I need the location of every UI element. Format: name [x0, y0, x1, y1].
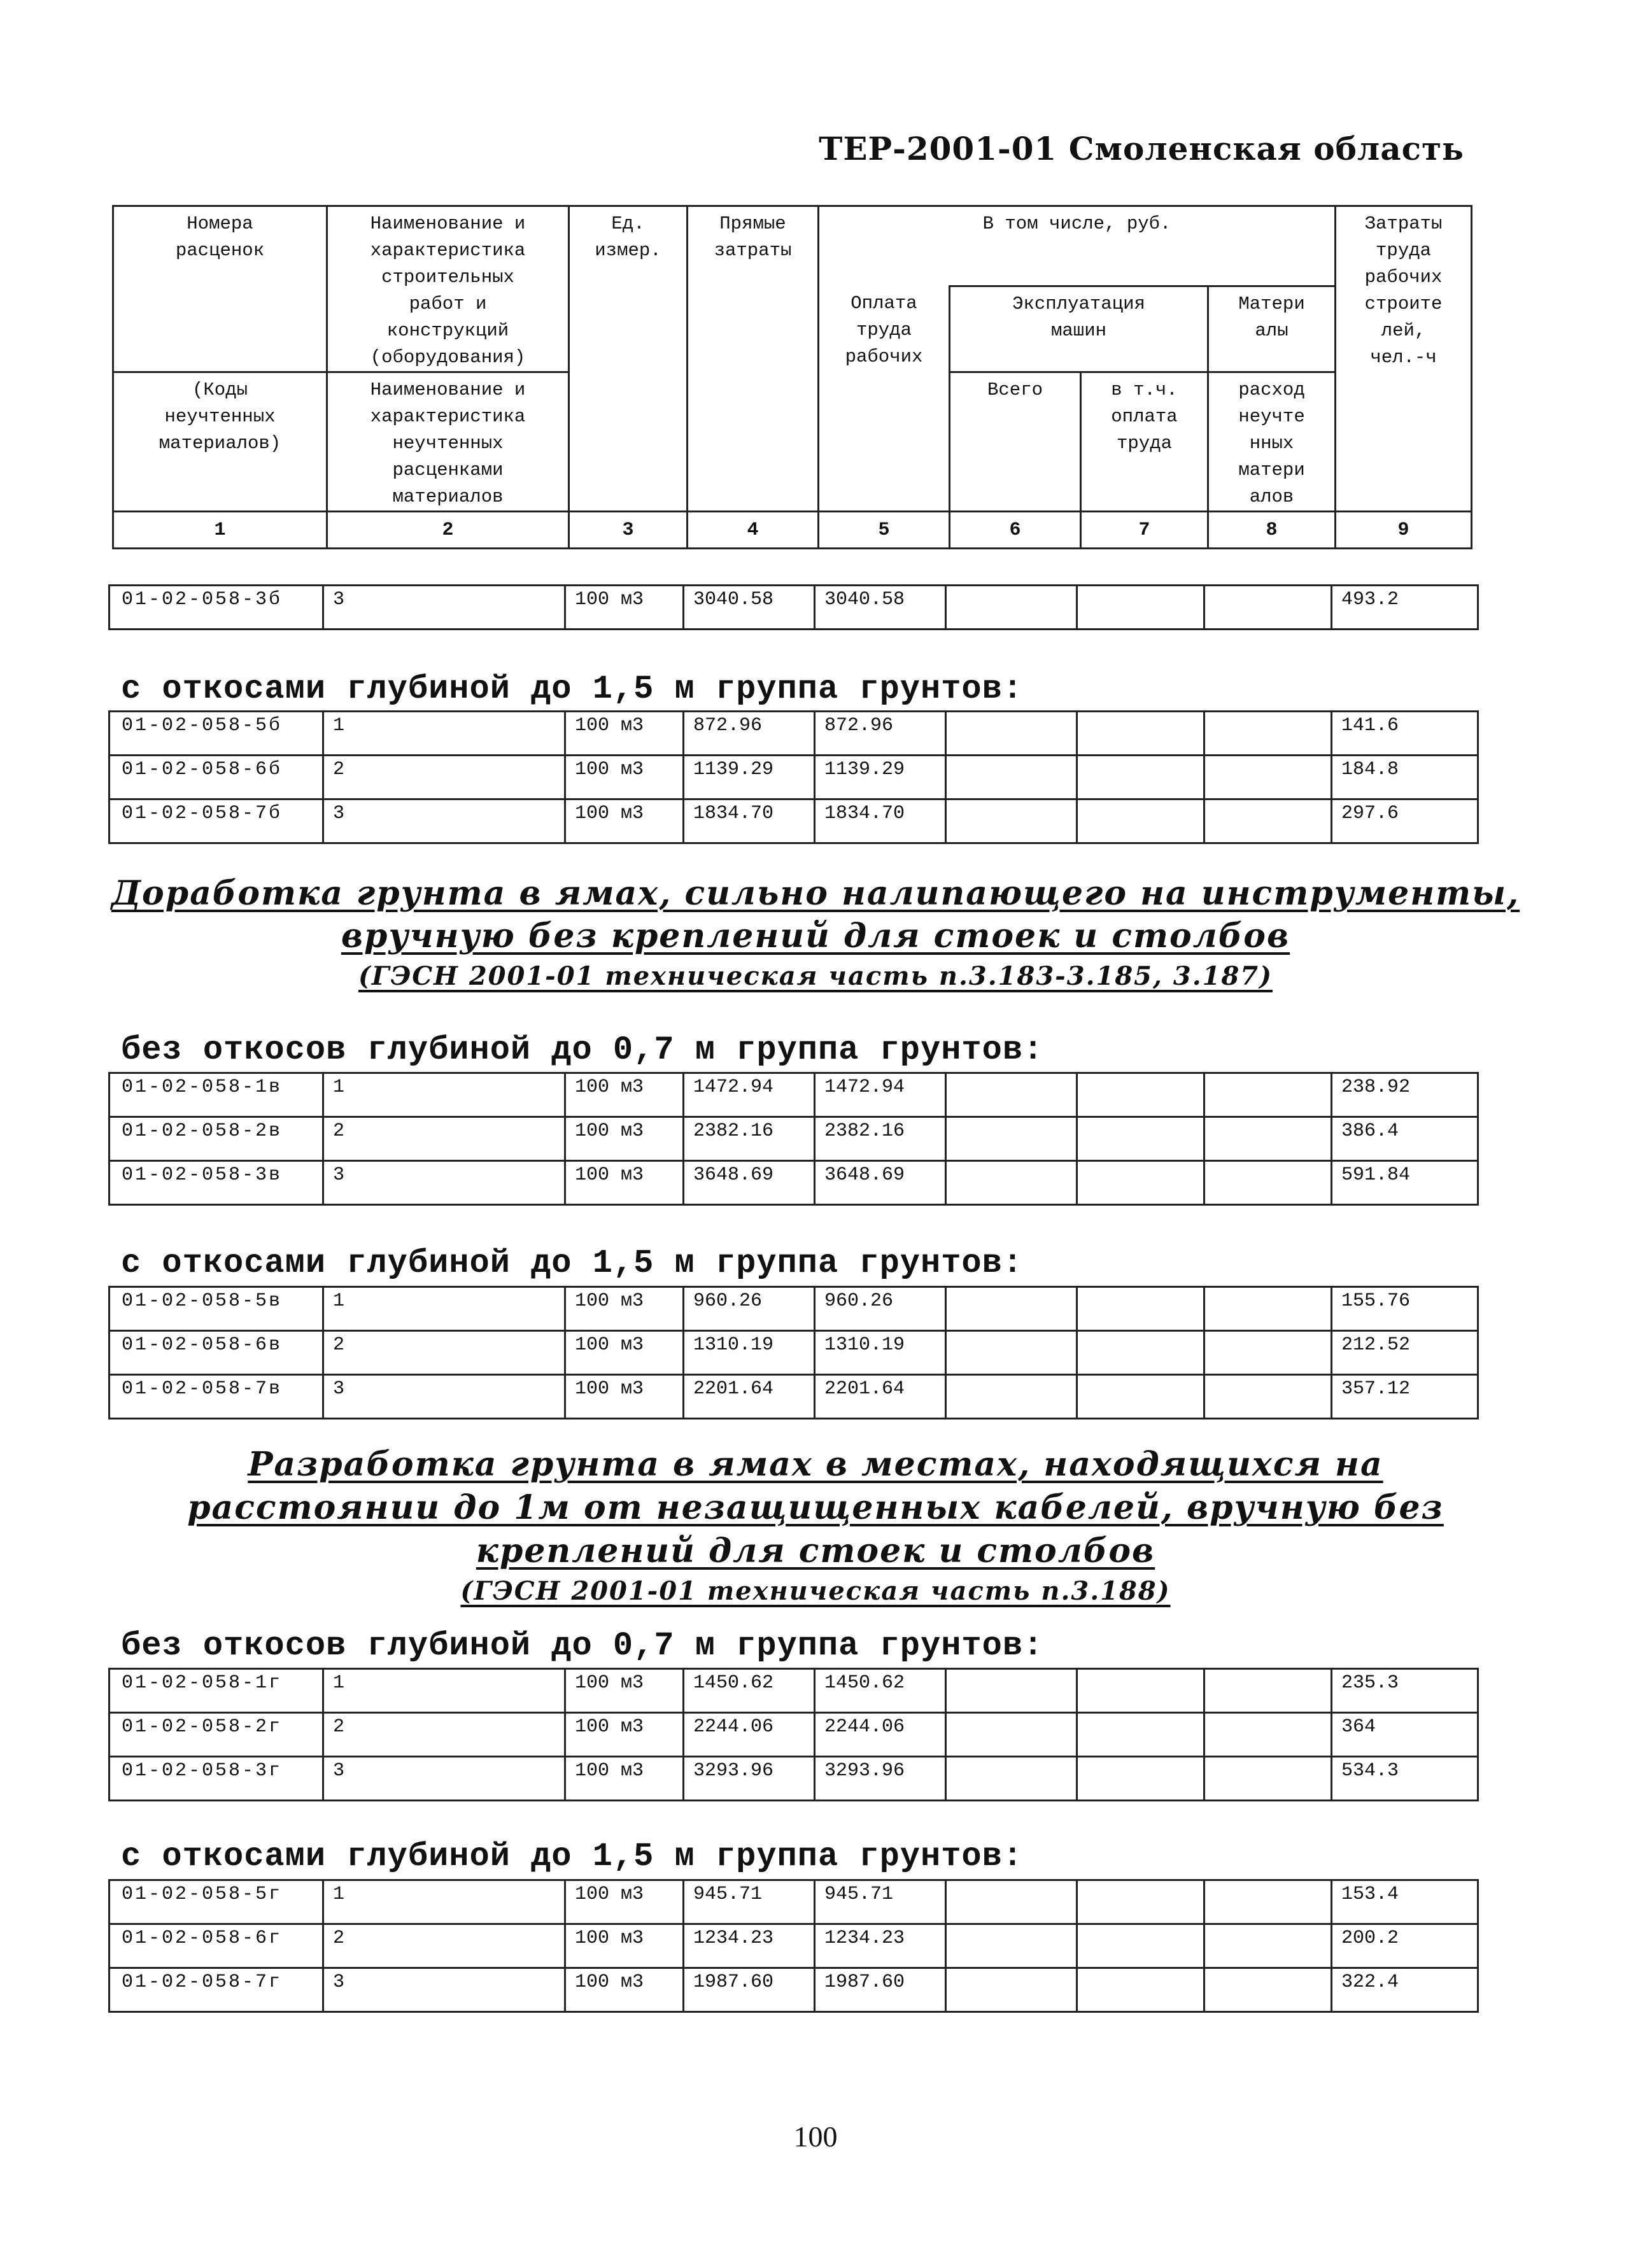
table-cell: 100 м3 — [565, 756, 684, 799]
table-cell: 872.96 — [815, 712, 946, 756]
table-cell — [1077, 586, 1204, 630]
table-cell: 357.12 — [1332, 1375, 1478, 1419]
table-cell: 2244.06 — [815, 1713, 946, 1757]
table-cell: 3 — [323, 799, 565, 843]
table-cell: 2 — [323, 1117, 565, 1161]
section-title-b-line-3: креплений для стоек и столбов — [476, 1532, 1155, 1570]
table-cell: 1834.70 — [684, 799, 815, 843]
table-cell: 960.26 — [684, 1287, 815, 1331]
table-cell — [946, 1713, 1077, 1757]
header-cell-material-names: Наименование и характеристика неучтенных расценками материалов — [327, 372, 569, 512]
column-number: 3 — [569, 512, 688, 549]
table-cell: 100 м3 — [565, 1331, 684, 1375]
rates-table-5 — [108, 1668, 1479, 1801]
table-cell — [1204, 1161, 1332, 1205]
table-cell — [946, 1669, 1077, 1713]
column-number: 2 — [327, 512, 569, 549]
table-row — [109, 1117, 1478, 1161]
table-cell: 2201.64 — [684, 1375, 815, 1419]
header-cell-material-consumption: расход неучте нных матери алов — [1208, 372, 1336, 512]
subheading-with-slopes: с откосами глубиной до 1,5 м группа грунтов: — [121, 1838, 1024, 1875]
table-cell: 01-02-058-5б — [109, 712, 323, 756]
table-cell — [946, 756, 1077, 799]
table-cell — [1204, 1331, 1332, 1375]
table-cell: 1310.19 — [815, 1331, 946, 1375]
table-cell: 1450.62 — [684, 1669, 815, 1713]
table-cell: 1 — [323, 1880, 565, 1924]
table-cell — [1204, 1968, 1332, 2012]
table-cell — [1077, 1757, 1204, 1801]
table-row — [109, 1968, 1478, 2012]
table-cell: 01-02-058-7б — [109, 799, 323, 843]
table-cell: 100 м3 — [565, 1117, 684, 1161]
table-cell — [1077, 1331, 1204, 1375]
column-number: 9 — [1336, 512, 1472, 549]
column-number-row — [113, 512, 1472, 549]
table-cell: 153.4 — [1332, 1880, 1478, 1924]
table-cell — [1077, 756, 1204, 799]
table-cell: 01-02-058-7в — [109, 1375, 323, 1419]
table-cell — [1204, 1757, 1332, 1801]
table-cell — [1204, 1287, 1332, 1331]
table-cell: 100 м3 — [565, 1757, 684, 1801]
table-cell: 591.84 — [1332, 1161, 1478, 1205]
table-cell: 3 — [323, 1968, 565, 2012]
table-cell: 1 — [323, 1073, 565, 1117]
rates-table-3 — [108, 1072, 1479, 1206]
table-cell — [946, 1161, 1077, 1205]
table-row — [109, 1375, 1478, 1419]
column-number: 5 — [819, 512, 950, 549]
table-cell: 945.71 — [684, 1880, 815, 1924]
table-cell — [1204, 1669, 1332, 1713]
table-cell: 2 — [323, 756, 565, 799]
table-cell: 100 м3 — [565, 586, 684, 630]
header-cell-worker-pay: Оплата труда рабочих — [819, 286, 950, 512]
table-cell: 1987.60 — [815, 1968, 946, 2012]
header-cell-including: В том числе, руб. — [819, 206, 1336, 286]
column-number: 7 — [1081, 512, 1208, 549]
table-cell: 100 м3 — [565, 799, 684, 843]
table-cell: 100 м3 — [565, 1968, 684, 2012]
table-cell: 960.26 — [815, 1287, 946, 1331]
table-cell — [946, 1880, 1077, 1924]
table-cell — [1204, 1880, 1332, 1924]
table-cell — [1204, 756, 1332, 799]
header-cell-materials: Матери алы — [1208, 286, 1336, 372]
section-title-a-line-2: вручную без креплений для стоек и столбов — [341, 917, 1290, 955]
table-cell: 364 — [1332, 1713, 1478, 1757]
header-cell-machine-total: Всего — [950, 372, 1081, 512]
table-row — [109, 586, 1478, 630]
table-cell — [946, 799, 1077, 843]
column-number: 8 — [1208, 512, 1336, 549]
table-cell: 100 м3 — [565, 1924, 684, 1968]
table-cell — [1077, 799, 1204, 843]
table-cell: 1987.60 — [684, 1968, 815, 2012]
section-title-a-line-1: Доработка грунта в ямах, сильно налипающего на инструменты, — [111, 874, 1520, 913]
table-cell: 297.6 — [1332, 799, 1478, 843]
table-cell: 3040.58 — [684, 586, 815, 630]
table-cell — [946, 1287, 1077, 1331]
table-cell: 386.4 — [1332, 1117, 1478, 1161]
table-row — [109, 1924, 1478, 1968]
header-cell-work-name: Наименование и характеристика строительных работ и конструкций (оборудования) — [327, 206, 569, 372]
table-cell: 2 — [323, 1331, 565, 1375]
table-cell — [946, 712, 1077, 756]
column-number: 1 — [113, 512, 327, 549]
table-cell: 872.96 — [684, 712, 815, 756]
page-title: ТЕР-2001-01 Смоленская область — [819, 130, 1464, 167]
table-cell: 2 — [323, 1924, 565, 1968]
table-cell: 100 м3 — [565, 1375, 684, 1419]
subheading-without-slopes: без откосов глубиной до 0,7 м группа грунтов: — [121, 1031, 1044, 1069]
header-cell-material-codes: (Коды неучтенных материалов) — [113, 372, 327, 512]
table-cell: 1 — [323, 712, 565, 756]
table-cell — [946, 1924, 1077, 1968]
subheading-with-slopes: с откосами глубиной до 1,5 м группа грунтов: — [121, 670, 1024, 708]
table-row — [109, 756, 1478, 799]
table-cell — [1077, 1161, 1204, 1205]
table-cell: 235.3 — [1332, 1669, 1478, 1713]
table-cell: 1139.29 — [684, 756, 815, 799]
table-cell — [946, 1073, 1077, 1117]
table-cell: 945.71 — [815, 1880, 946, 1924]
section-reference-a: (ГЭСН 2001-01 техническая часть п.3.183-3.185, 3.187) — [358, 961, 1273, 991]
rates-table-4 — [108, 1286, 1479, 1419]
table-row — [109, 1880, 1478, 1924]
table-cell — [1077, 712, 1204, 756]
section-title-b-line-1: Разработка грунта в ямах в местах, находящихся на — [248, 1445, 1383, 1484]
table-cell: 1 — [323, 1669, 565, 1713]
table-cell — [1204, 1713, 1332, 1757]
header-cell-unit: Ед. измер. — [569, 206, 688, 512]
page-number: 100 — [793, 2120, 838, 2153]
table-cell: 534.3 — [1332, 1757, 1478, 1801]
header-cell-direct-costs: Прямые затраты — [688, 206, 819, 512]
table-cell: 01-02-058-2г — [109, 1713, 323, 1757]
table-cell: 2 — [323, 1713, 565, 1757]
table-cell: 1310.19 — [684, 1331, 815, 1375]
table-row — [109, 712, 1478, 756]
table-cell: 01-02-058-1г — [109, 1669, 323, 1713]
table-row — [109, 1287, 1478, 1331]
table-cell: 2244.06 — [684, 1713, 815, 1757]
table-cell — [1077, 1713, 1204, 1757]
table-cell: 3293.96 — [815, 1757, 946, 1801]
table-cell: 01-02-058-3в — [109, 1161, 323, 1205]
table-cell: 141.6 — [1332, 712, 1478, 756]
column-number: 4 — [688, 512, 819, 549]
table-cell: 01-02-058-1в — [109, 1073, 323, 1117]
table-cell: 3648.69 — [815, 1161, 946, 1205]
table-cell — [1204, 1073, 1332, 1117]
table-cell: 01-02-058-2в — [109, 1117, 323, 1161]
table-cell — [1204, 1375, 1332, 1419]
table-cell: 2201.64 — [815, 1375, 946, 1419]
table-cell — [1204, 586, 1332, 630]
table-cell: 1 — [323, 1287, 565, 1331]
rates-table-2 — [108, 710, 1479, 844]
table-cell: 184.8 — [1332, 756, 1478, 799]
header-cell-machine-operation: Эксплуатация машин — [950, 286, 1208, 372]
table-cell: 100 м3 — [565, 1287, 684, 1331]
section-reference-b: (ГЭСН 2001-01 техническая часть п.3.188) — [460, 1576, 1171, 1606]
table-cell — [1077, 1375, 1204, 1419]
header-cell-machine-labor: в т.ч. оплата труда — [1081, 372, 1208, 512]
table-cell — [946, 1968, 1077, 2012]
table-cell: 01-02-058-3г — [109, 1757, 323, 1801]
table-cell: 1472.94 — [684, 1073, 815, 1117]
table-cell: 3293.96 — [684, 1757, 815, 1801]
table-cell — [1077, 1287, 1204, 1331]
table-cell: 212.52 — [1332, 1331, 1478, 1375]
table-cell: 3 — [323, 1375, 565, 1419]
table-cell: 01-02-058-5г — [109, 1880, 323, 1924]
header-cell-labor-costs: Затраты труда рабочих строите лей, чел.-ч — [1336, 206, 1472, 512]
table-row — [109, 1713, 1478, 1757]
table-row — [109, 1669, 1478, 1713]
table-cell: 1139.29 — [815, 756, 946, 799]
table-cell: 01-02-058-5в — [109, 1287, 323, 1331]
table-cell: 2382.16 — [684, 1117, 815, 1161]
table-cell: 493.2 — [1332, 586, 1478, 630]
table-cell: 322.4 — [1332, 1968, 1478, 2012]
table-cell — [1077, 1924, 1204, 1968]
table-cell: 200.2 — [1332, 1924, 1478, 1968]
table-row — [109, 799, 1478, 843]
table-cell: 3 — [323, 586, 565, 630]
rates-table-6 — [108, 1879, 1479, 2013]
table-cell: 238.92 — [1332, 1073, 1478, 1117]
column-header-table — [112, 205, 1472, 549]
table-cell: 1472.94 — [815, 1073, 946, 1117]
table-cell: 2382.16 — [815, 1117, 946, 1161]
table-row — [109, 1073, 1478, 1117]
table-row — [109, 1161, 1478, 1205]
table-row — [109, 1331, 1478, 1375]
table-cell: 1450.62 — [815, 1669, 946, 1713]
table-cell: 3648.69 — [684, 1161, 815, 1205]
table-cell — [946, 1331, 1077, 1375]
table-cell: 100 м3 — [565, 1713, 684, 1757]
table-cell — [946, 1375, 1077, 1419]
subheading-without-slopes: без откосов глубиной до 0,7 м группа грунтов: — [121, 1627, 1044, 1665]
table-cell: 01-02-058-6в — [109, 1331, 323, 1375]
table-cell: 01-02-058-6г — [109, 1924, 323, 1968]
table-cell: 100 м3 — [565, 712, 684, 756]
table-cell — [946, 1117, 1077, 1161]
table-cell — [1204, 799, 1332, 843]
table-cell: 1834.70 — [815, 799, 946, 843]
table-cell — [1077, 1968, 1204, 2012]
table-cell — [1204, 1117, 1332, 1161]
table-cell — [1077, 1073, 1204, 1117]
table-cell — [946, 586, 1077, 630]
table-cell: 3 — [323, 1161, 565, 1205]
table-cell: 100 м3 — [565, 1669, 684, 1713]
table-cell: 100 м3 — [565, 1073, 684, 1117]
table-cell: 3040.58 — [815, 586, 946, 630]
table-cell: 01-02-058-3б — [109, 586, 323, 630]
header-cell-rate-number: Номера расценок — [113, 206, 327, 372]
table-cell: 155.76 — [1332, 1287, 1478, 1331]
table-cell — [1077, 1880, 1204, 1924]
table-cell: 100 м3 — [565, 1161, 684, 1205]
table-cell — [1204, 1924, 1332, 1968]
table-cell — [1204, 712, 1332, 756]
rates-table-1 — [108, 584, 1479, 630]
table-row — [109, 1757, 1478, 1801]
table-cell: 01-02-058-7г — [109, 1968, 323, 2012]
table-cell — [1077, 1669, 1204, 1713]
section-title-b-line-2: расстоянии до 1м от незащищенных кабелей, вручную без — [187, 1488, 1444, 1527]
table-cell: 3 — [323, 1757, 565, 1801]
table-cell: 01-02-058-6б — [109, 756, 323, 799]
table-cell — [946, 1757, 1077, 1801]
column-number: 6 — [950, 512, 1081, 549]
table-cell — [1077, 1117, 1204, 1161]
table-cell: 100 м3 — [565, 1880, 684, 1924]
table-cell: 1234.23 — [815, 1924, 946, 1968]
table-cell: 1234.23 — [684, 1924, 815, 1968]
subheading-with-slopes: с откосами глубиной до 1,5 м группа грунтов: — [121, 1244, 1024, 1282]
